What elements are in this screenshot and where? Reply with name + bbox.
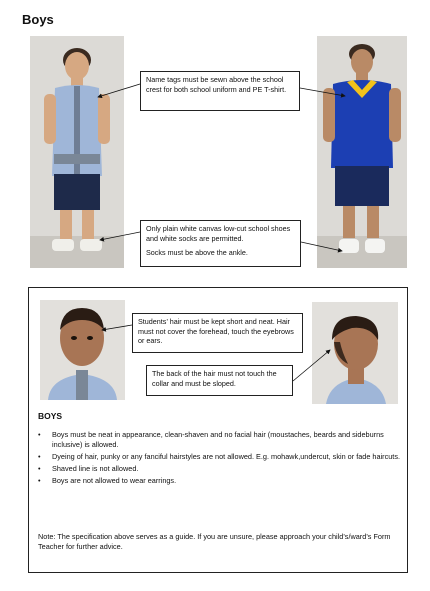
callout-name-tags [140, 71, 300, 111]
grooming-heading: BOYS [38, 411, 63, 421]
boy-side-hair-photo [312, 302, 398, 404]
callout-hair-back [146, 365, 293, 396]
boy-school-uniform-photo [30, 36, 124, 268]
callout-shoes-socks [140, 220, 301, 267]
boy-front-hair-photo [40, 300, 125, 400]
guidance-note: Note: The specification above serves as a guide. If you are unsure, please approach your child’s/ward’s Form Teacher for further advice. [38, 532, 391, 551]
callout-shoes-text: Only plain white canvas low-cut school shoes and white socks are permitted. [146, 224, 291, 243]
callout-hair-back-text: The back of the hair must not touch the collar and must be sloped. [152, 369, 277, 388]
list-item: • Boys must be neat in appearance, clean-shaven and no facial hair (moustaches, beards and sideburns inclusive) is allowed. [38, 430, 400, 450]
grooming-rules-list [38, 430, 400, 488]
callout-name-tags-text: Name tags must be sewn above the school crest for both school uniform and PE T-shirt. [146, 75, 287, 94]
callout-socks-text: Socks must be above the ankle. [146, 248, 248, 257]
list-item: • Boys are not allowed to wear earrings. [38, 476, 400, 486]
callout-hair-front-text: Students’ hair must be kept short and neat. Hair must not cover the forehead, touch the eyebrows or ears. [138, 317, 294, 345]
page-title: Boys [22, 12, 54, 27]
callout-hair-front [132, 313, 303, 353]
list-item: • Dyeing of hair, punky or any fanciful hairstyles are not allowed. E.g. mohawk,undercut, skin or fade haircuts. [38, 452, 400, 462]
boy-pe-uniform-photo [317, 36, 407, 268]
list-item: • Shaved line is not allowed. [38, 464, 400, 474]
